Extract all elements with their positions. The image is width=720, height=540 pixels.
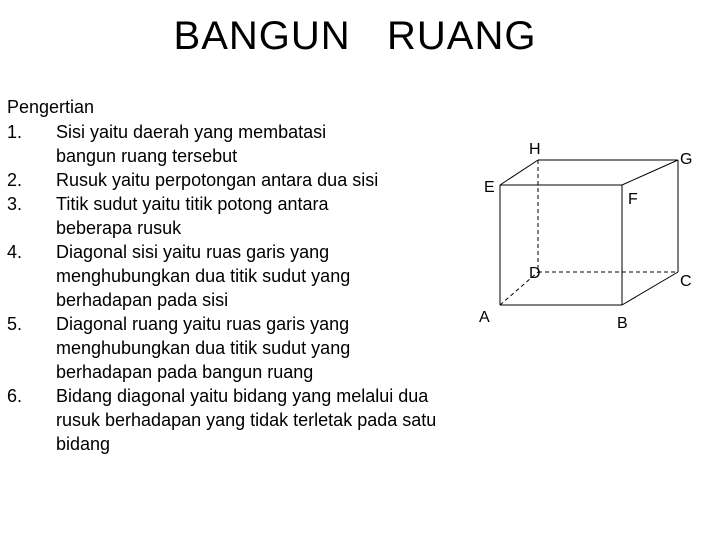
vertex-label-d: D (529, 265, 541, 282)
definition-text: Sisi yaitu daerah yang membatasi bangun ruang tersebut (56, 122, 327, 166)
vertex-label-a: A (479, 309, 490, 326)
section-heading: Pengertian (7, 97, 95, 117)
definition-text: Rusuk yaitu perpotongan antara dua sisi (56, 170, 379, 190)
definition-item (7, 168, 437, 192)
cube-diagram (470, 130, 700, 330)
definition-item (7, 120, 437, 168)
edge-eh (500, 160, 538, 185)
definition-text: Bidang diagonal yaitu bidang yang melalui dua rusuk berhadapan yang tidak terletak pada satu bidang (56, 386, 437, 454)
definition-list (7, 120, 437, 456)
vertex-label-h: H (529, 141, 541, 158)
definition-number: 2. (7, 170, 23, 190)
edge-fg (622, 160, 678, 185)
definition-number: 6. (7, 386, 23, 406)
vertex-label-b: B (617, 315, 628, 330)
definition-item (7, 312, 437, 384)
vertex-label-f: F (628, 191, 638, 208)
definition-number: 4. (7, 242, 23, 262)
vertex-label-c: C (680, 273, 692, 290)
definition-text: Titik sudut yaitu titik potong antara beberapa rusuk (56, 194, 329, 238)
edge-bc (622, 272, 678, 305)
vertex-label-e: E (484, 179, 495, 196)
definition-text: Diagonal sisi yaitu ruas garis yang menghubungkan dua titik sudut yang berhadapan pada sisi (56, 242, 351, 310)
definition-item (7, 192, 437, 240)
definition-number: 3. (7, 194, 23, 214)
vertex-label-g: G (680, 151, 693, 168)
definition-item (7, 240, 437, 312)
definition-number: 5. (7, 314, 23, 334)
definition-item (7, 384, 437, 456)
definition-number: 1. (7, 122, 23, 142)
page-title: BANGUN RUANG (173, 14, 537, 58)
definition-text: Diagonal ruang yaitu ruas garis yang menghubungkan dua titik sudut yang berhadapan pada bangun ruang (56, 314, 351, 382)
